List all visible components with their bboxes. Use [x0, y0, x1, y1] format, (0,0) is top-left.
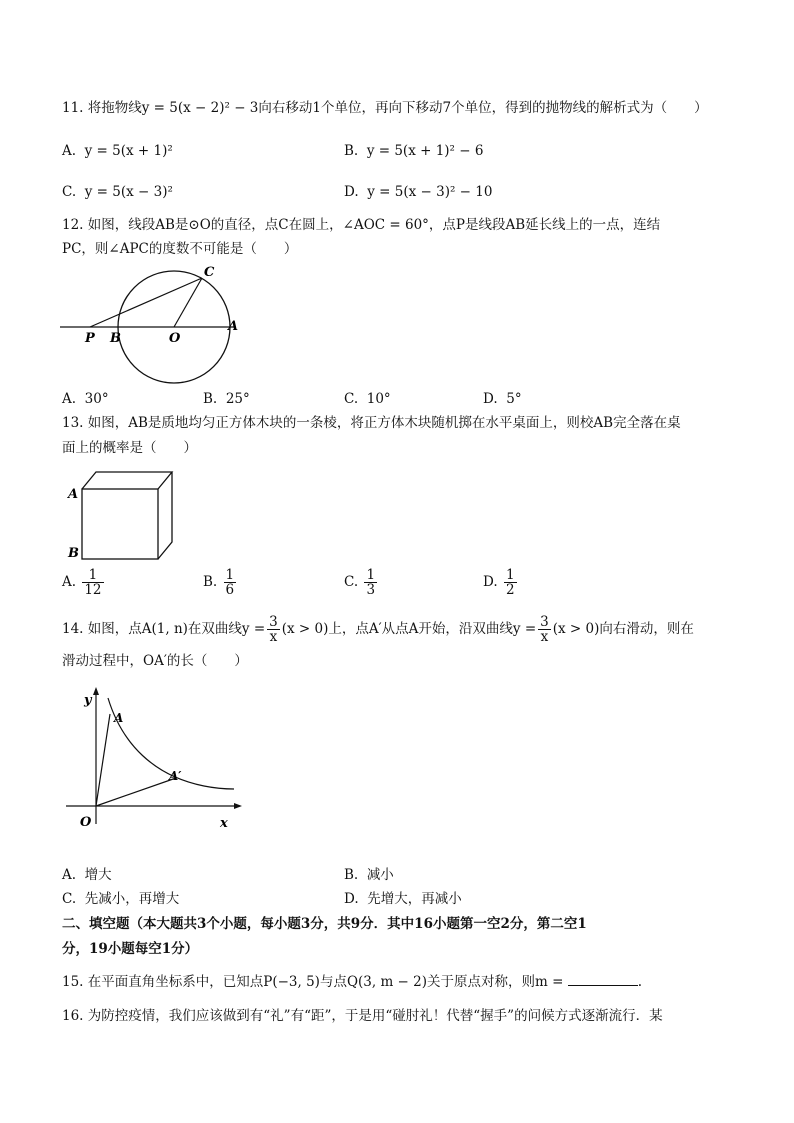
q15-stem — [62, 973, 642, 991]
section2-heading-line1: 二、填空题（本大题共3个小题，每小题3分，共9分．其中16小题第一空2分，第二空1 — [62, 916, 587, 932]
line-oc — [174, 278, 202, 327]
q14-stem-line2: 滑动过程中，OA′的长（ ） — [62, 653, 248, 669]
q12-stem-line2: PC，则∠APC的度数不可能是（ ） — [62, 241, 298, 257]
option-label: D. — [483, 391, 498, 407]
option-fraction: $\frac{1}{6}$ — [225, 567, 235, 598]
q14-option-c[interactable] — [62, 890, 179, 908]
cube-front-face — [82, 489, 158, 559]
label-a: A — [228, 319, 239, 334]
option-label: A. — [62, 867, 77, 883]
q11-option-b[interactable] — [344, 142, 483, 160]
y-axis-arrow — [93, 687, 99, 695]
label-o: O — [80, 815, 92, 830]
label-a-prime: A′ — [169, 769, 182, 783]
label-p: P — [85, 331, 95, 346]
option-text: 先增大，再减小 — [367, 891, 462, 907]
option-text: 5° — [506, 391, 522, 407]
q13-stem-line1: 13. 如图，AB是质地均匀正方体木块的一条棱，将正方体木块随机掷在水平桌面上，则校AB完全落在桌 — [62, 415, 681, 431]
option-label: C. — [62, 891, 77, 907]
option-label: B. — [203, 574, 218, 590]
q13-option-a[interactable] — [62, 568, 106, 597]
option-label: C. — [344, 391, 359, 407]
q14-part1: 14. 如图，点A(1, n)在双曲线y = — [62, 621, 266, 637]
q12-stem-line1: 12. 如图，线段AB是⊙O的直径，点C在圆上，∠AOC = 60°，点P是线段AB延长线上的一点，连结 — [62, 217, 661, 233]
q14-part3: (x > 0)向右滑动，则在 — [552, 621, 694, 637]
segment-oa-prime — [96, 778, 176, 806]
q12-option-d[interactable] — [483, 390, 522, 408]
option-fraction: $\frac{1}{3}$ — [366, 567, 376, 598]
option-text: 先减小，再增大 — [84, 891, 180, 907]
option-text: 10° — [366, 391, 391, 407]
q16-stem: 16. 为防控疫情，我们应该做到有“礼”有“距”，于是用“碰肘礼！代替“握手”的问候方式逐渐流行．某 — [62, 1008, 663, 1024]
label-a: A — [68, 487, 79, 502]
option-label: D. — [483, 574, 498, 590]
cube-top-face — [82, 472, 172, 489]
q12-option-c[interactable] — [344, 390, 391, 408]
option-label: A. — [62, 391, 77, 407]
label-o: O — [169, 331, 181, 346]
q14-hyperbola-figure — [64, 684, 244, 834]
q13-stem-line2: 面上的概率是（ ） — [62, 440, 197, 456]
q12-circle-figure — [60, 262, 260, 386]
option-fraction: $\frac{1}{12}$ — [84, 567, 102, 598]
option-label: B. — [344, 867, 359, 883]
q12-option-a[interactable] — [62, 390, 109, 408]
x-axis-arrow — [234, 803, 242, 809]
q11-stem: 11. 将拖物线y = 5(x − 2)² − 3向右移动1个单位，再向下移动7个单位，得到的抛物线的解析式为（ ） — [62, 100, 708, 116]
q13-cube-figure — [64, 464, 174, 564]
section2-heading-line2: 分，19小题每空1分） — [62, 941, 199, 957]
option-label: D. — [344, 184, 359, 200]
option-text: y = 5(x + 1)² − 6 — [366, 143, 484, 159]
segment-oa — [96, 714, 110, 806]
q15-text: 15. 在平面直角坐标系中，已知点P(−3, 5)与点Q(3, m − 2)关于原点对称，则m = — [62, 974, 564, 990]
option-label: C. — [344, 574, 359, 590]
option-label: A. — [62, 574, 77, 590]
q11-option-c[interactable] — [62, 183, 173, 201]
option-text: 25° — [225, 391, 250, 407]
q13-option-b[interactable] — [203, 568, 238, 597]
option-text: 30° — [84, 391, 109, 407]
label-y: y — [84, 693, 92, 708]
q14-stem-line1 — [62, 615, 694, 644]
label-b: B — [110, 331, 121, 346]
q14-option-a[interactable] — [62, 866, 112, 884]
q13-option-d[interactable] — [483, 568, 519, 597]
label-x: x — [220, 816, 228, 831]
q12-option-b[interactable] — [203, 390, 250, 408]
q15-end: . — [637, 974, 643, 990]
option-label: A. — [62, 143, 77, 159]
option-text: y = 5(x − 3)² − 10 — [367, 184, 493, 200]
option-label: D. — [344, 891, 359, 907]
q14-option-d[interactable] — [344, 890, 462, 908]
q13-option-c[interactable] — [344, 568, 379, 597]
option-text: y = 5(x − 3)² — [84, 184, 173, 200]
fraction-3-over-x: $\frac{3}{x}$ — [269, 614, 278, 645]
option-text: 减小 — [366, 867, 394, 883]
fraction-3-over-x: $\frac{3}{x}$ — [540, 614, 549, 645]
option-label: B. — [344, 143, 359, 159]
label-c: C — [204, 265, 215, 280]
q14-option-b[interactable] — [344, 866, 394, 884]
q15-answer-blank[interactable] — [568, 973, 638, 986]
option-fraction: $\frac{1}{2}$ — [505, 567, 515, 598]
line-pc — [90, 278, 202, 327]
label-a: A — [114, 711, 124, 725]
q11-option-a[interactable] — [62, 142, 173, 160]
q11-option-d[interactable] — [344, 183, 492, 201]
option-label: B. — [203, 391, 218, 407]
q14-part2: (x > 0)上，点A′从点A开始，沿双曲线y = — [281, 621, 537, 637]
option-label: C. — [62, 184, 77, 200]
option-text: 增大 — [84, 867, 112, 883]
option-text: y = 5(x + 1)² — [84, 143, 173, 159]
cube-side-face — [158, 472, 172, 559]
label-b: B — [68, 546, 79, 561]
